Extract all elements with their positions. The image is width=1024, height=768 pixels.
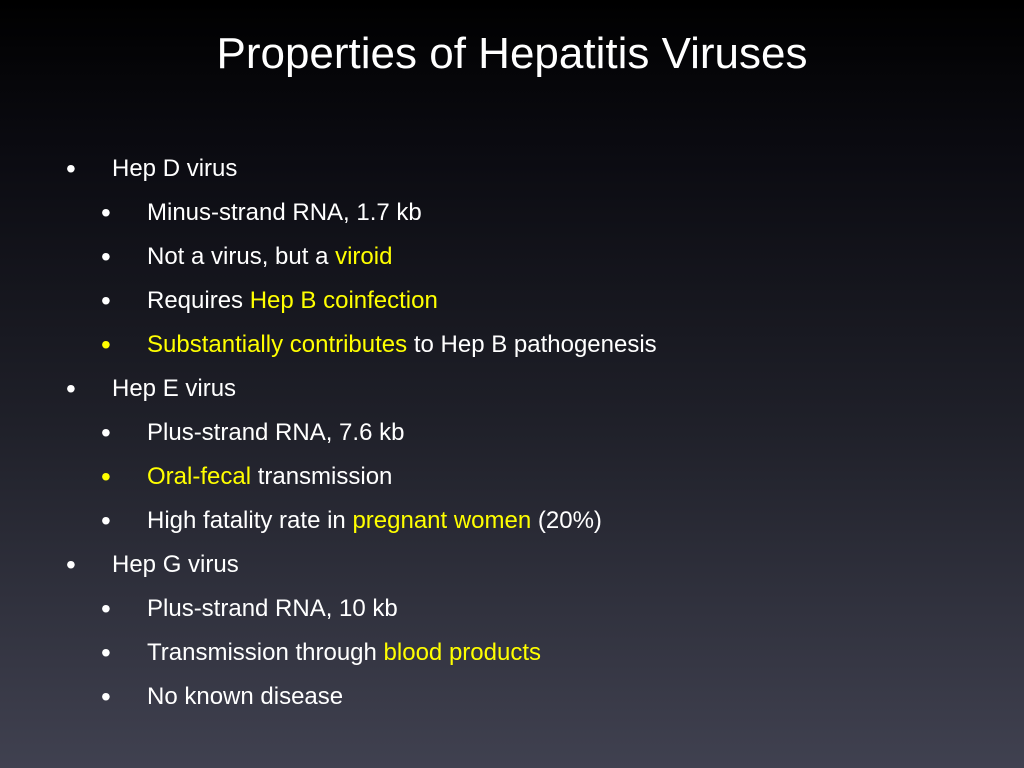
item-text: No known disease bbox=[147, 683, 344, 710]
item-text: Oral-fecal transmission bbox=[147, 463, 393, 490]
item-text: Transmission through blood products bbox=[147, 639, 541, 666]
highlight-text: pregnant women bbox=[352, 507, 532, 534]
highlight-text: blood products bbox=[383, 639, 541, 666]
list-item bbox=[0, 675, 1024, 719]
list-item bbox=[0, 323, 1024, 367]
item-text: Requires Hep B coinfection bbox=[147, 287, 438, 314]
list-item bbox=[0, 235, 1024, 279]
item-text: Not a virus, but a viroid bbox=[147, 243, 393, 270]
bullet-icon: • bbox=[101, 197, 111, 228]
list-item bbox=[0, 455, 1024, 499]
slide-title: Properties of Hepatitis Viruses bbox=[216, 29, 808, 78]
bullet-icon: • bbox=[101, 461, 111, 492]
list-item bbox=[0, 631, 1024, 675]
list-item bbox=[0, 587, 1024, 631]
section-hep-d bbox=[0, 147, 1024, 191]
item-text: High fatality rate in pregnant women (20%) bbox=[147, 507, 602, 534]
list-item bbox=[0, 411, 1024, 455]
bullet-icon: • bbox=[101, 505, 111, 536]
bullet-icon: • bbox=[101, 285, 111, 316]
bullet-icon: • bbox=[101, 417, 111, 448]
bullet-icon: • bbox=[101, 329, 111, 360]
section-hep-g bbox=[0, 543, 1024, 587]
item-text: Substantially contributes to Hep B pathogenesis bbox=[147, 331, 657, 358]
bullet-list bbox=[0, 147, 1024, 719]
list-item bbox=[0, 279, 1024, 323]
item-text: Plus-strand RNA, 7.6 kb bbox=[147, 419, 405, 446]
list-item bbox=[0, 499, 1024, 543]
highlight-text: Oral-fecal bbox=[147, 463, 252, 490]
highlight-text: viroid bbox=[335, 243, 393, 270]
highlight-text: Substantially contributes bbox=[147, 331, 408, 358]
bullet-icon: • bbox=[101, 593, 111, 624]
item-text: Plus-strand RNA, 10 kb bbox=[147, 595, 398, 622]
highlight-text: Hep B coinfection bbox=[249, 287, 438, 314]
list-item bbox=[0, 191, 1024, 235]
section-hep-e bbox=[0, 367, 1024, 411]
section-heading: Hep D virus bbox=[112, 155, 238, 182]
bullet-icon: • bbox=[101, 637, 111, 668]
item-text: Minus-strand RNA, 1.7 kb bbox=[147, 199, 422, 226]
bullet-icon: • bbox=[66, 549, 76, 580]
bullet-icon: • bbox=[66, 153, 76, 184]
bullet-icon: • bbox=[101, 241, 111, 272]
section-heading: Hep G virus bbox=[112, 551, 239, 578]
section-heading: Hep E virus bbox=[112, 375, 237, 402]
bullet-icon: • bbox=[101, 681, 111, 712]
bullet-icon: • bbox=[66, 373, 76, 404]
